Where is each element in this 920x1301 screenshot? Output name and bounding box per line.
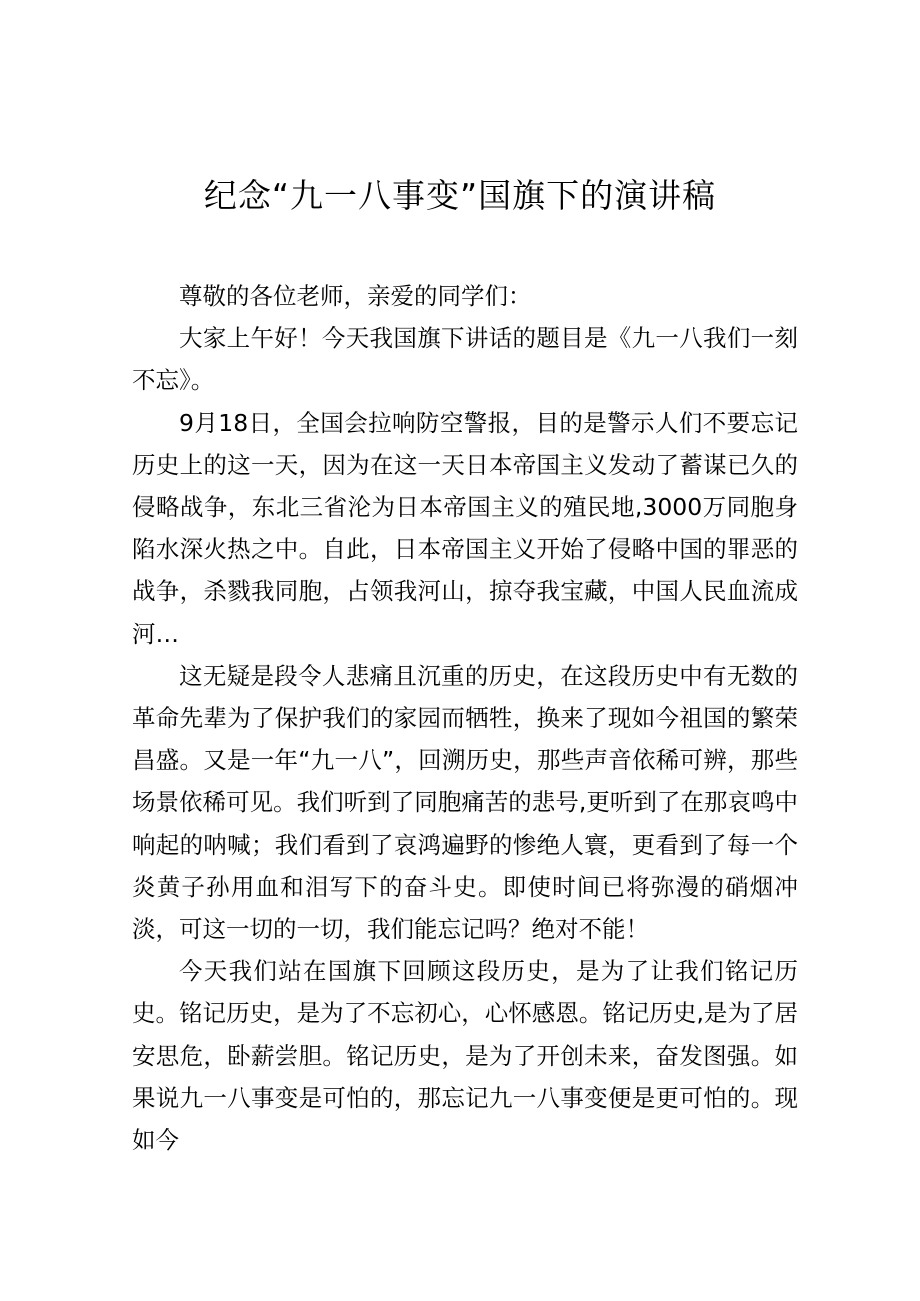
paragraph-greeting: 尊敬的各位老师，亲爱的同学们： [179,282,532,310]
paragraph-topic: 大家上午好！今天我国旗下讲话的题目是《九一八我们一刻不忘》。 [132,324,798,395]
paragraph-history: 9月18日，全国会拉响防空警报，目的是警示人们不要忘记历史上的这一天，因为在这一天日本帝国主义发动了蓄谋已久的侵略战争，东北三省沦为日本帝国主义的殖民地,3000万同胞身陷水深火热之中。自此，日本帝国主义开始了侵略中国的罪恶的战争，杀戮我同胞，占领我河山，掠夺我宝藏，中国人民血流成河… [132,408,798,648]
paragraph-reflection: 这无疑是段令人悲痛且沉重的历史，在这段历史中有无数的革命先辈为了保护我们的家园而牺牲，换来了现如今祖国的繁荣昌盛。又是一年“九一八”，回溯历史，那些声音依稀可辨，那些场景依稀可见。我们听到了同胞痛苦的悲号,更听到了在那哀鸣中响起的呐喊；我们看到了哀鸿遍野的惨绝人寰，更看到了每一个炎黄子孙用血和泪写下的奋斗史。即使时间已将弥漫的硝烟冲淡，可这一切的一切，我们能忘记吗？绝对不能！ [132,661,798,944]
document-title: 纪念“九一八事变”国旗下的演讲稿 [203,176,717,215]
document-body [132,275,798,1161]
paragraph-remember: 今天我们站在国旗下回顾这段历史，是为了让我们铭记历史。铭记历史，是为了不忘初心，心怀感恩。铭记历史,是为了居安思危，卧薪尝胆。铭记历史，是为了开创未来，奋发图强。如果说九一八事变是可怕的，那忘记九一八事变便是更可怕的。现如今 [132,957,798,1155]
